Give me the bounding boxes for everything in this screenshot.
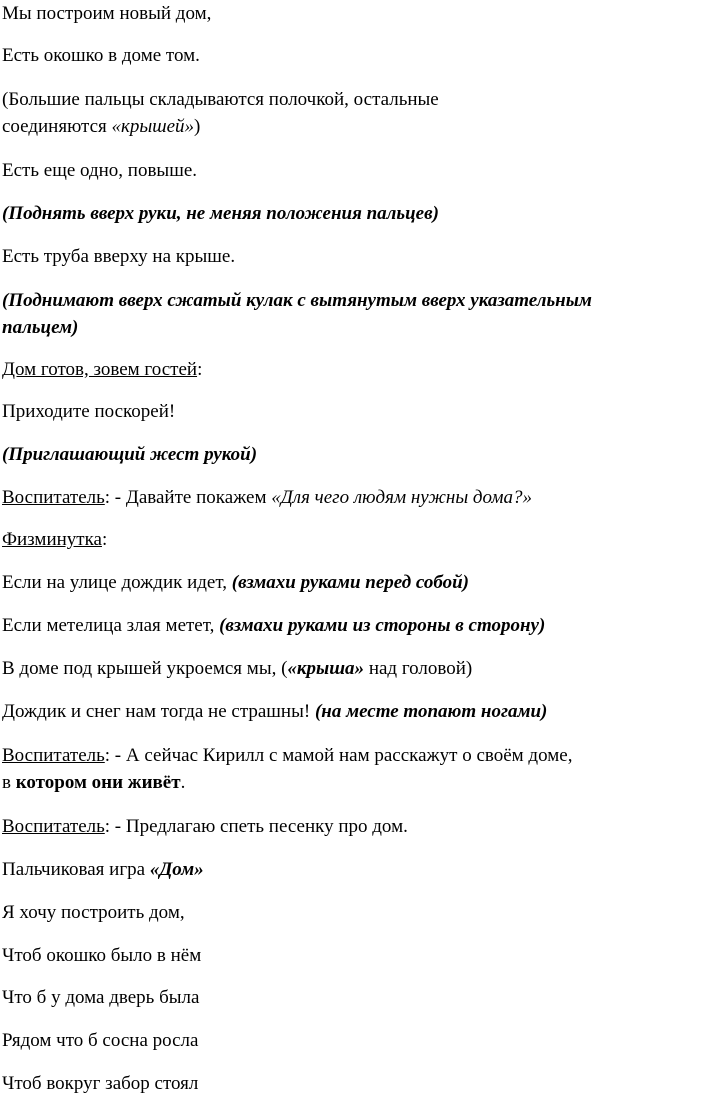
line-1 [2, 742, 572, 769]
paragraph-16 [2, 700, 547, 724]
text: Есть еще одно, повыше. [2, 160, 198, 181]
action-text: (взмахи руками из стороны в сторону) [219, 615, 546, 636]
action-text: (на месте топают ногами) [314, 701, 548, 722]
paragraph-12 [2, 528, 107, 552]
italic-title: «Для чего людям нужны дома?» [271, 487, 532, 508]
paragraph-11 [2, 486, 532, 510]
paragraph-17 [2, 742, 572, 796]
line-2 [2, 769, 572, 796]
text: над головой) [364, 658, 473, 679]
text: ) [194, 116, 201, 137]
text: в [2, 772, 16, 793]
paragraph-3 [2, 86, 439, 140]
paragraph-14 [2, 614, 545, 638]
text: Если на улице дождик идет, [2, 572, 232, 593]
text: Если метелица злая метет, [2, 615, 220, 636]
speaker-label: Воспитатель [2, 816, 105, 837]
text: Есть окошко в доме том. [2, 45, 200, 66]
bold-text: котором они живёт [15, 772, 181, 793]
line-2 [2, 113, 439, 140]
action-text: (взмахи руками перед собой) [231, 572, 469, 593]
paragraph-8 [2, 358, 202, 382]
paragraph-7 [2, 287, 592, 341]
paragraph-2 [2, 44, 200, 68]
italic-text: «крышей» [111, 116, 195, 137]
paragraph-18 [2, 815, 408, 839]
paragraph-21 [2, 944, 201, 968]
text: Приходите поскорей! [2, 401, 176, 422]
paragraph-19 [2, 858, 204, 882]
paragraph-10 [2, 443, 257, 467]
text: Есть труба вверху на крыше. [2, 246, 236, 267]
text: Чтоб вокруг забор стоял [2, 1073, 199, 1094]
text: Рядом что б сосна росла [2, 1030, 199, 1051]
paragraph-20 [2, 901, 185, 925]
text: : - А сейчас Кирилл с мамой нам расскажут о своём доме, [104, 745, 573, 766]
text: Я хочу построить дом, [2, 902, 185, 923]
paragraph-4 [2, 159, 197, 183]
text: Пальчиковая игра [2, 859, 150, 880]
paragraph-6 [2, 245, 235, 269]
text: : [197, 359, 203, 380]
line-1: (Большие пальцы складываются полочкой, остальные [2, 89, 439, 110]
text: : - Давайте покажем [104, 487, 272, 508]
action-text: (Приглашающий жест рукой) [2, 444, 258, 465]
underlined-text: Дом готов, зовем гостей [2, 359, 198, 380]
paragraph-15 [2, 657, 472, 681]
paragraph-24 [2, 1072, 198, 1096]
text: Что б у дома дверь была [2, 987, 200, 1008]
underlined-text: Физминутка [2, 529, 102, 550]
text: : [101, 529, 108, 550]
speaker-label: Воспитатель [2, 487, 105, 508]
italic-title: «Дом» [149, 859, 204, 880]
action-text: (Поднять вверх руки, не меняя положения пальцев) [2, 203, 439, 224]
line-1: (Поднимают вверх сжатый кулак с вытянутым вверх указательным [2, 290, 592, 311]
text: соединяются [2, 116, 112, 137]
paragraph-9 [2, 400, 175, 424]
paragraph-13 [2, 571, 469, 595]
paragraph-5 [2, 202, 439, 226]
line-2: пальцем) [2, 317, 79, 338]
text: : - Предлагаю спеть песенку про дом. [104, 816, 408, 837]
text: Чтоб окошко было в нём [2, 945, 202, 966]
text: Дождик и снег нам тогда не страшны! [2, 701, 315, 722]
text: Мы построим новый дом, [2, 3, 212, 24]
paragraph-23 [2, 1029, 198, 1053]
paragraph-1 [2, 2, 211, 26]
action-text: «крыша» [287, 658, 365, 679]
text: В доме под крышей укроемся мы, ( [2, 658, 288, 679]
paragraph-22 [2, 986, 199, 1010]
text: . [180, 772, 186, 793]
speaker-label: Воспитатель [2, 745, 105, 766]
